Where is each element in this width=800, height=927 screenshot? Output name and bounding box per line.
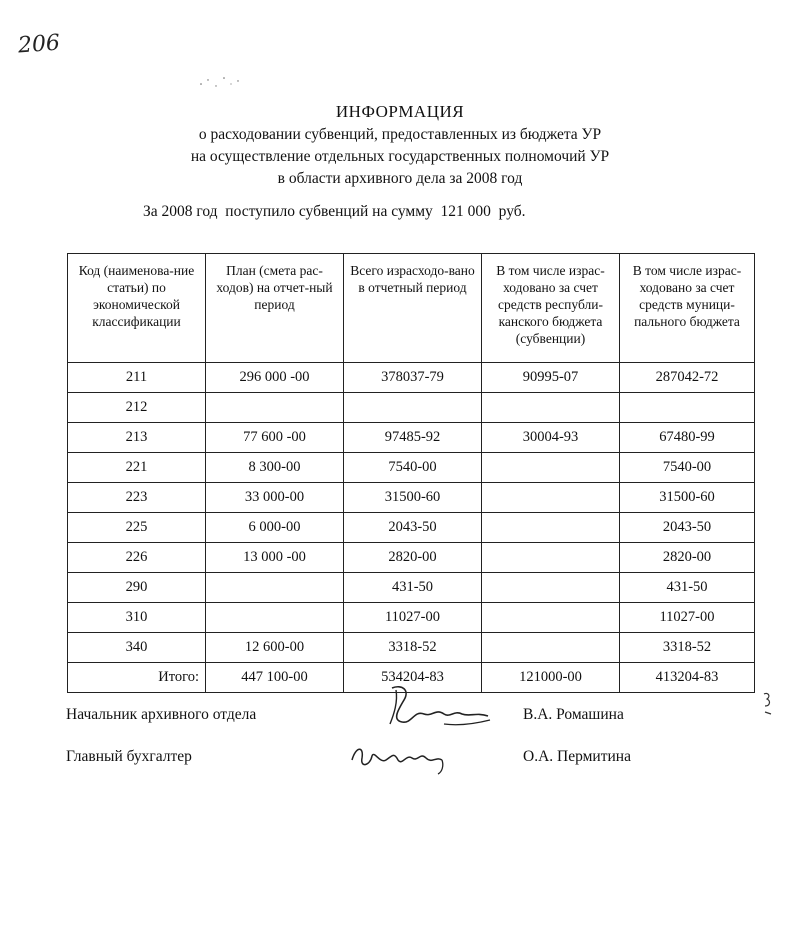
cell-total-spent xyxy=(344,393,482,423)
header-plan: План (смета рас-ходов) на отчет-ный период xyxy=(206,254,344,363)
signatory-name: О.А. Пермитина xyxy=(523,748,631,765)
cell-municipal: 287042-72 xyxy=(620,363,755,393)
table-row xyxy=(68,453,755,483)
cell-municipal: 2820-00 xyxy=(620,543,755,573)
table-row xyxy=(68,573,755,603)
header-code: Код (наименова-ние статьи) по экономической классификации xyxy=(68,254,206,363)
total-spent: 534204-83 xyxy=(344,663,482,693)
table-row xyxy=(68,423,755,453)
cell-code: 290 xyxy=(68,573,206,603)
cell-code: 223 xyxy=(68,483,206,513)
cell-code: 213 xyxy=(68,423,206,453)
cell-plan xyxy=(206,573,344,603)
cell-plan: 13 000 -00 xyxy=(206,543,344,573)
header-republic-budget: В том числе израс-ходовано за счет средств республи-канского бюджета (субвенции) xyxy=(482,254,620,363)
margin-mark-icon xyxy=(762,690,774,718)
cell-total-spent: 3318-52 xyxy=(344,633,482,663)
cell-republic xyxy=(482,453,620,483)
cell-code: 212 xyxy=(68,393,206,423)
cell-plan: 12 600-00 xyxy=(206,633,344,663)
cell-municipal: 67480-99 xyxy=(620,423,755,453)
cell-code: 225 xyxy=(68,513,206,543)
cell-plan: 296 000 -00 xyxy=(206,363,344,393)
cell-municipal: 431-50 xyxy=(620,573,755,603)
document-title: ИНФОРМАЦИЯ xyxy=(335,102,465,121)
cell-total-spent: 378037-79 xyxy=(344,363,482,393)
total-plan: 447 100-00 xyxy=(206,663,344,693)
header-municipal-budget: В том числе израс-ходовано за счет средств муници-пального бюджета xyxy=(620,254,755,363)
signatory-position: Начальник архивного отдела xyxy=(66,706,257,723)
cell-municipal: 31500-60 xyxy=(620,483,755,513)
signatory-name: В.А. Ромашина xyxy=(523,706,624,723)
cell-plan: 8 300-00 xyxy=(206,453,344,483)
cell-total-spent: 431-50 xyxy=(344,573,482,603)
cell-republic xyxy=(482,483,620,513)
subtitle-line-1: о расходовании субвенций, предоставленных из бюджета УР xyxy=(198,126,602,143)
cell-republic: 90995-07 xyxy=(482,363,620,393)
cell-code: 226 xyxy=(68,543,206,573)
subtitle-line-3: в области архивного дела за 2008 год xyxy=(277,170,523,187)
cell-municipal: 2043-50 xyxy=(620,513,755,543)
subtitle-line-2: на осуществление отдельных государственных полномочий УР xyxy=(190,148,610,165)
cell-municipal xyxy=(620,393,755,423)
cell-republic xyxy=(482,543,620,573)
cell-republic xyxy=(482,573,620,603)
cell-republic xyxy=(482,393,620,423)
cell-code: 211 xyxy=(68,363,206,393)
cell-republic xyxy=(482,513,620,543)
cell-plan xyxy=(206,603,344,633)
signatory-position: Главный бухгалтер xyxy=(66,748,192,765)
table-row xyxy=(68,393,755,423)
cell-republic xyxy=(482,603,620,633)
cell-total-spent: 7540-00 xyxy=(344,453,482,483)
cell-total-spent: 2043-50 xyxy=(344,513,482,543)
cell-total-spent: 31500-60 xyxy=(344,483,482,513)
cell-code: 221 xyxy=(68,453,206,483)
table-row xyxy=(68,513,755,543)
cell-municipal: 11027-00 xyxy=(620,603,755,633)
header-total-spent: Всего израсходо-вано в отчетный период xyxy=(344,254,482,363)
cell-republic xyxy=(482,633,620,663)
table-row xyxy=(68,483,755,513)
handwritten-page-number: 206 xyxy=(17,30,61,59)
subsidy-summary: За 2008 год поступило субвенций на сумму 121 000 руб. xyxy=(143,203,526,220)
table-row xyxy=(68,633,755,663)
cell-code: 340 xyxy=(68,633,206,663)
cell-plan: 6 000-00 xyxy=(206,513,344,543)
table-row xyxy=(68,603,755,633)
total-municipal: 413204-83 xyxy=(620,663,755,693)
scan-noise-specks xyxy=(198,72,258,92)
total-label: Итого: xyxy=(68,663,206,693)
cell-republic: 30004-93 xyxy=(482,423,620,453)
cell-total-spent: 11027-00 xyxy=(344,603,482,633)
handwritten-signature xyxy=(346,738,456,778)
cell-total-spent: 97485-92 xyxy=(344,423,482,453)
document-header xyxy=(0,102,800,190)
table-header-row xyxy=(68,254,755,363)
table-row xyxy=(68,543,755,573)
cell-plan: 33 000-00 xyxy=(206,483,344,513)
cell-municipal: 7540-00 xyxy=(620,453,755,483)
cell-total-spent: 2820-00 xyxy=(344,543,482,573)
total-republic: 121000-00 xyxy=(482,663,620,693)
cell-code: 310 xyxy=(68,603,206,633)
handwritten-signature xyxy=(384,680,494,732)
expenditure-table xyxy=(67,253,755,693)
cell-plan xyxy=(206,393,344,423)
cell-municipal: 3318-52 xyxy=(620,633,755,663)
cell-plan: 77 600 -00 xyxy=(206,423,344,453)
table-row xyxy=(68,363,755,393)
